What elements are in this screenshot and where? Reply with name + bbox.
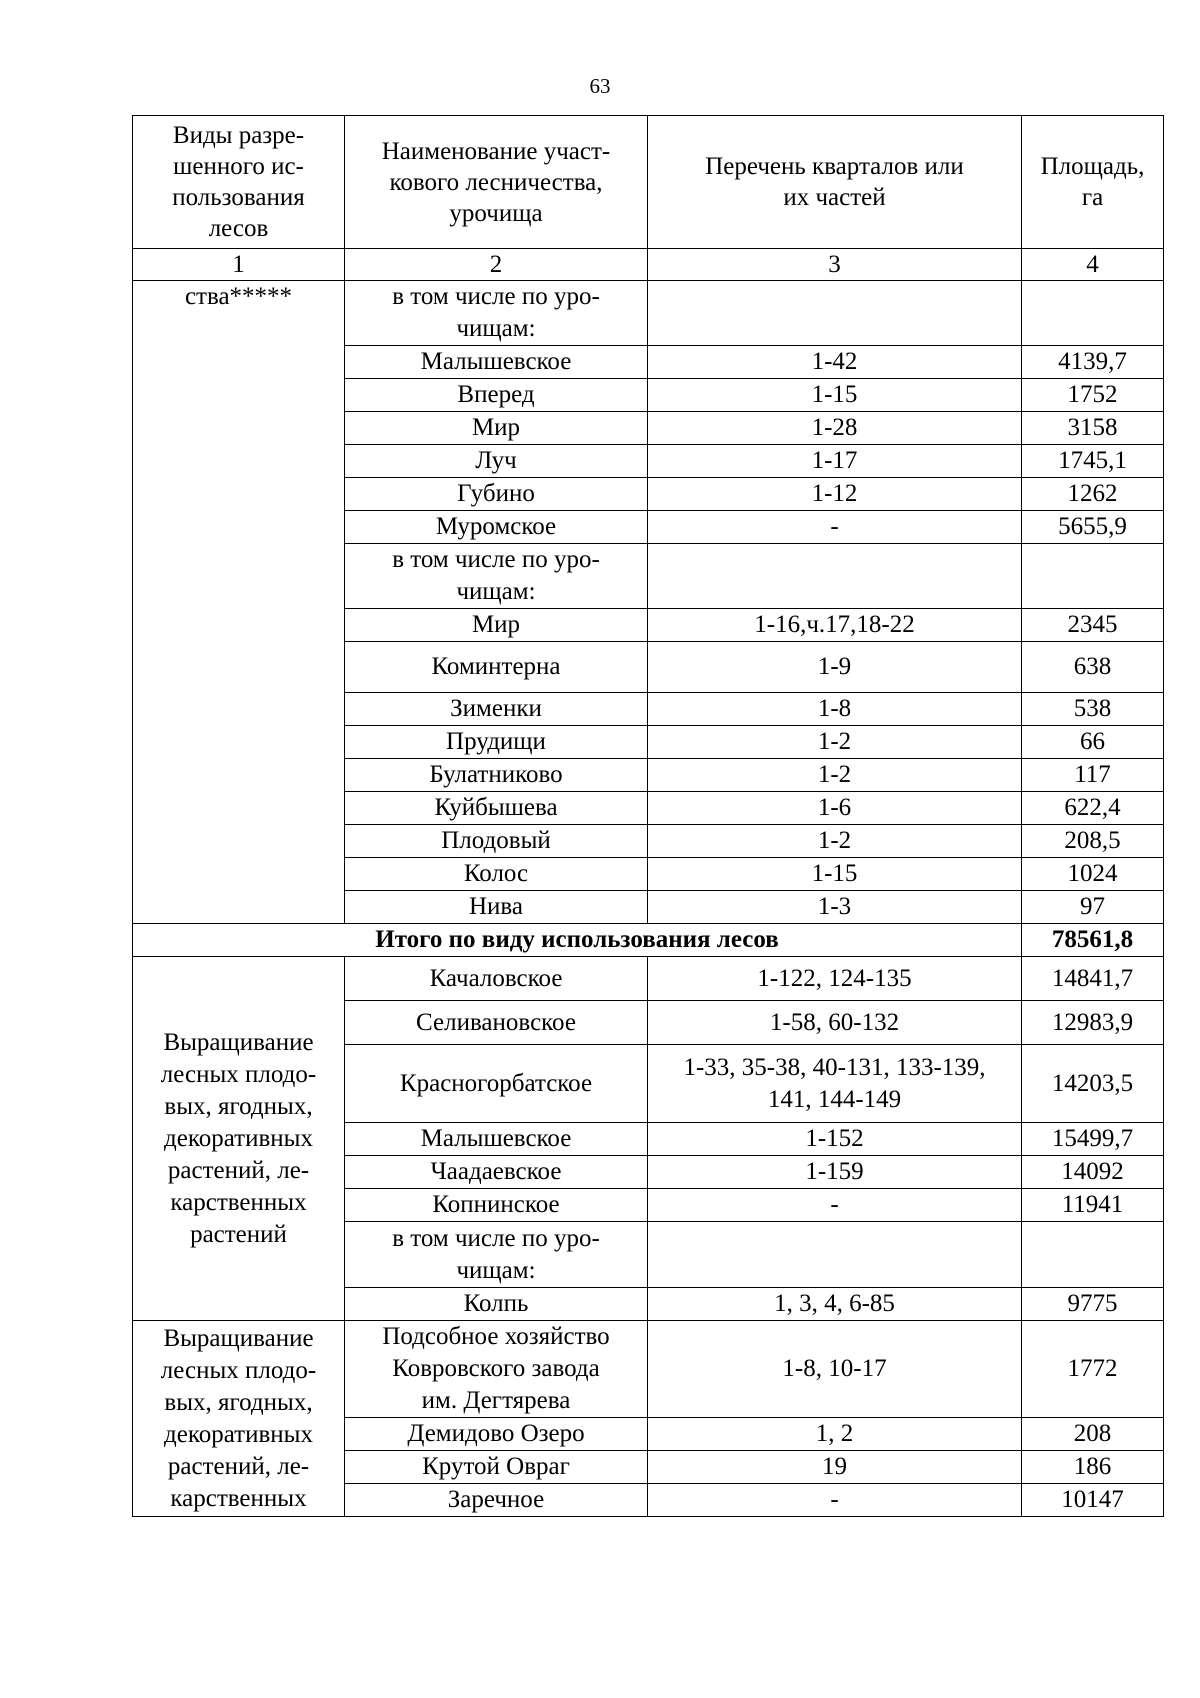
quarters-cell: 1-33, 35-38, 40-131, 133-139, 141, 144-149 [648,1045,1022,1123]
total-label: Итого по виду использования лесов [133,924,1022,957]
forestry-name-cell: Колпь [345,1288,648,1321]
area-cell: 1772 [1022,1321,1164,1418]
quarters-cell: 1-15 [648,379,1022,412]
table-row [133,1321,1164,1418]
forestry-name-cell: Куйбышева [345,792,648,825]
column-number: 3 [648,249,1022,281]
area-cell: 622,4 [1022,792,1164,825]
area-cell: 1752 [1022,379,1164,412]
header-use-type: Виды разре- шенного ис- пользования лесов [133,116,345,249]
forestry-name-cell: Демидово Озеро [345,1418,648,1451]
area-cell: 208 [1022,1418,1164,1451]
quarters-cell: 1-122, 124-135 [648,957,1022,1001]
forestry-name-cell: Булатниково [345,759,648,792]
column-number: 4 [1022,249,1164,281]
total-row [133,924,1164,957]
forestry-name-cell: Красногорбатское [345,1045,648,1123]
area-cell: 10147 [1022,1484,1164,1517]
quarters-cell: 1-2 [648,726,1022,759]
forestry-name-cell: Муромское [345,511,648,544]
quarters-cell: 1-12 [648,478,1022,511]
forestry-name-cell: Малышевское [345,346,648,379]
area-cell: 1262 [1022,478,1164,511]
area-cell: 1024 [1022,858,1164,891]
total-value: 78561,8 [1022,924,1164,957]
area-cell: 638 [1022,642,1164,693]
forestry-name-cell: Нива [345,891,648,924]
area-cell: 1745,1 [1022,445,1164,478]
quarters-cell: 1-8, 10-17 [648,1321,1022,1418]
area-cell: 12983,9 [1022,1001,1164,1045]
forestry-name-cell: Коминтерна [345,642,648,693]
forestry-name-cell: Колос [345,858,648,891]
column-number: 2 [345,249,648,281]
area-cell: 14092 [1022,1156,1164,1189]
area-cell: 97 [1022,891,1164,924]
header-quarters: Перечень кварталов или их частей [648,116,1022,249]
page-number: 63 [589,74,611,98]
quarters-cell: 1-28 [648,412,1022,445]
forestry-name-cell: Подсобное хозяйство Ковровского завода им. Дегтярева [345,1321,648,1418]
area-cell [1022,544,1164,609]
area-cell [1022,1222,1164,1288]
forestry-name-cell: Плодовый [345,825,648,858]
quarters-cell: 1-159 [648,1156,1022,1189]
forestry-name-cell: Качаловское [345,957,648,1001]
column-number: 1 [133,249,345,281]
forestry-name-cell: Селивановское [345,1001,648,1045]
quarters-cell: 1-15 [648,858,1022,891]
area-cell: 11941 [1022,1189,1164,1222]
area-cell: 538 [1022,693,1164,726]
quarters-cell: 1, 2 [648,1418,1022,1451]
use-type-cell: ства***** [133,281,345,924]
forestry-name-cell: в том числе по уро- чищам: [345,281,648,346]
forestry-name-cell: Заречное [345,1484,648,1517]
area-cell: 14203,5 [1022,1045,1164,1123]
area-cell: 117 [1022,759,1164,792]
quarters-cell: 1-152 [648,1123,1022,1156]
quarters-cell: 19 [648,1451,1022,1484]
forestry-name-cell: Малышевское [345,1123,648,1156]
forestry-name-cell: Зименки [345,693,648,726]
header-row [133,116,1164,249]
forestry-name-cell: Прудищи [345,726,648,759]
quarters-cell [648,1222,1022,1288]
forestry-name-cell: Губино [345,478,648,511]
quarters-cell: 1-2 [648,825,1022,858]
forestry-name-cell: в том числе по уро- чищам: [345,1222,648,1288]
area-cell: 208,5 [1022,825,1164,858]
forestry-name-cell: в том числе по уро- чищам: [345,544,648,609]
quarters-cell: - [648,1484,1022,1517]
header-area: Площадь, га [1022,116,1164,249]
use-type-cell: Выращивание лесных плодо- вых, ягодных, декоративных растений, ле- карственных [133,1321,345,1517]
area-cell: 9775 [1022,1288,1164,1321]
quarters-cell: 1-8 [648,693,1022,726]
quarters-cell: - [648,511,1022,544]
forestry-name-cell: Мир [345,609,648,642]
forestry-name-cell: Крутой Овраг [345,1451,648,1484]
forestry-name-cell: Чаадаевское [345,1156,648,1189]
area-cell [1022,281,1164,346]
forestry-name-cell: Луч [345,445,648,478]
forestry-name-cell: Мир [345,412,648,445]
quarters-cell: - [648,1189,1022,1222]
use-type-cell: Выращивание лесных плодо- вых, ягодных, декоративных растений, ле- карственных растений [133,957,345,1321]
quarters-cell: 1-6 [648,792,1022,825]
table-row [133,957,1164,1001]
forestry-name-cell: Вперед [345,379,648,412]
area-cell: 5655,9 [1022,511,1164,544]
table-row [133,281,1164,346]
forest-use-table [132,115,1164,1517]
forestry-name-cell: Копнинское [345,1189,648,1222]
quarters-cell: 1-42 [648,346,1022,379]
quarters-cell: 1-3 [648,891,1022,924]
area-cell: 14841,7 [1022,957,1164,1001]
area-cell: 66 [1022,726,1164,759]
quarters-cell [648,281,1022,346]
area-cell: 15499,7 [1022,1123,1164,1156]
quarters-cell [648,544,1022,609]
area-cell: 3158 [1022,412,1164,445]
area-cell: 2345 [1022,609,1164,642]
area-cell: 186 [1022,1451,1164,1484]
quarters-cell: 1-16,ч.17,18-22 [648,609,1022,642]
quarters-cell: 1-58, 60-132 [648,1001,1022,1045]
header-forestry-name: Наименование участ- кового лесничества, урочища [345,116,648,249]
quarters-cell: 1-9 [648,642,1022,693]
quarters-cell: 1-17 [648,445,1022,478]
quarters-cell: 1-2 [648,759,1022,792]
column-number-row [133,249,1164,281]
quarters-cell: 1, 3, 4, 6-85 [648,1288,1022,1321]
area-cell: 4139,7 [1022,346,1164,379]
table-body [133,116,1164,1517]
